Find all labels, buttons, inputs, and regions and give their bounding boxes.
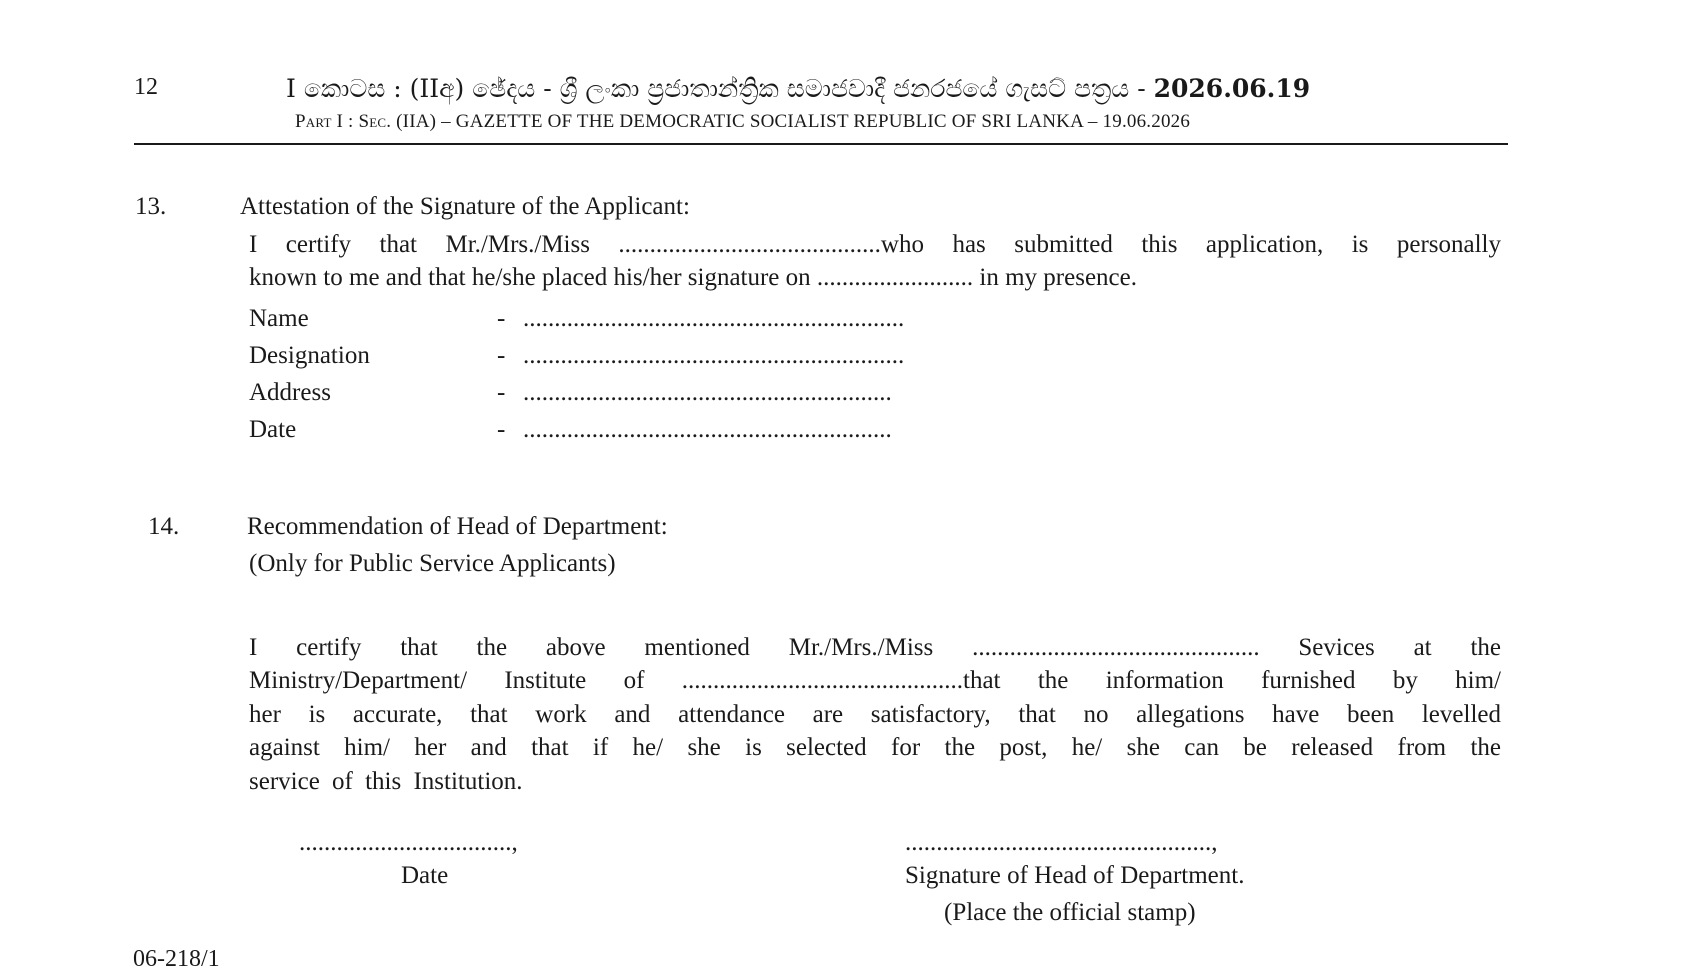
page-number: 12 [134,74,158,100]
signature-date-label: Date [401,862,449,889]
section-14-number: 14. [148,513,180,540]
field-address-label: Address [249,379,331,406]
recommendation-line-1: I certify that the above mentioned Mr./Mrs./Miss .............................................. Sevices at the [249,634,1501,661]
section-13-number: 13. [135,193,167,220]
header-colon: : [343,111,359,132]
field-date-dash: - [497,416,506,443]
field-designation-label: Designation [249,342,370,369]
footer-reference: 06-218/1 [133,946,220,972]
section-14-subtitle: (Only for Public Service Applicants) [249,550,616,577]
recommendation-line-3: her is accurate, that work and attendance are satisfactory, that no allegations have been levelled [249,701,1501,728]
field-name-blank: ............................................................. [523,305,905,332]
field-designation-blank: ............................................................. [523,342,905,369]
field-address-dash: - [497,379,506,406]
section-13-certify-line-1: I certify that Mr./Mrs./Miss ..........................................who has submitted this application, is personally [249,231,1501,258]
header-sec: Sec. [358,111,392,132]
field-name-dash: - [497,305,506,332]
section-13-title: Attestation of the Signature of the Applicant: [240,193,690,220]
header-sinhala-text: I කොටස : (IIඅ) ඡේදය - ශ්‍රී ලංකා ප්‍රජාතාන්ත්‍රික සමාජවාදී ජනරජයේ ගැසට් පත්‍රය - [286,74,1154,103]
recommendation-line-4: against him/ her and that if he/ she is selected for the post, he/ she can be released from the [249,734,1501,761]
header-part: Part I [295,111,344,132]
recommendation-line-2: Ministry/Department/ Institute of .............................................that the information furnished by him/ [249,667,1501,694]
field-name-label: Name [249,305,309,332]
recommendation-line-5: service of this Institution. [249,768,523,795]
field-address-blank: ........................................................... [523,379,892,406]
header-english-title [295,111,1190,133]
signature-date-blank: .................................., [299,829,518,856]
header-rule [134,143,1508,145]
header-sinhala-title [286,74,1310,104]
header-sinhala-date: 2026.06.19 [1153,74,1311,103]
section-14-title: Recommendation of Head of Department: [247,513,668,540]
field-date-blank: ........................................................... [523,416,892,443]
header-english-rest: (IIA) – GAZETTE OF THE DEMOCRATIC SOCIALIST REPUBLIC OF SRI LANKA – 19.06.2026 [391,111,1191,132]
field-designation-dash: - [497,342,506,369]
official-stamp-note: (Place the official stamp) [944,899,1196,926]
signature-head-blank: ................................................., [905,829,1218,856]
field-date-label: Date [249,416,297,443]
section-13-certify-line-2: known to me and that he/she placed his/her signature on ......................... in my presence. [249,264,1137,291]
signature-head-label: Signature of Head of Department. [905,862,1245,889]
